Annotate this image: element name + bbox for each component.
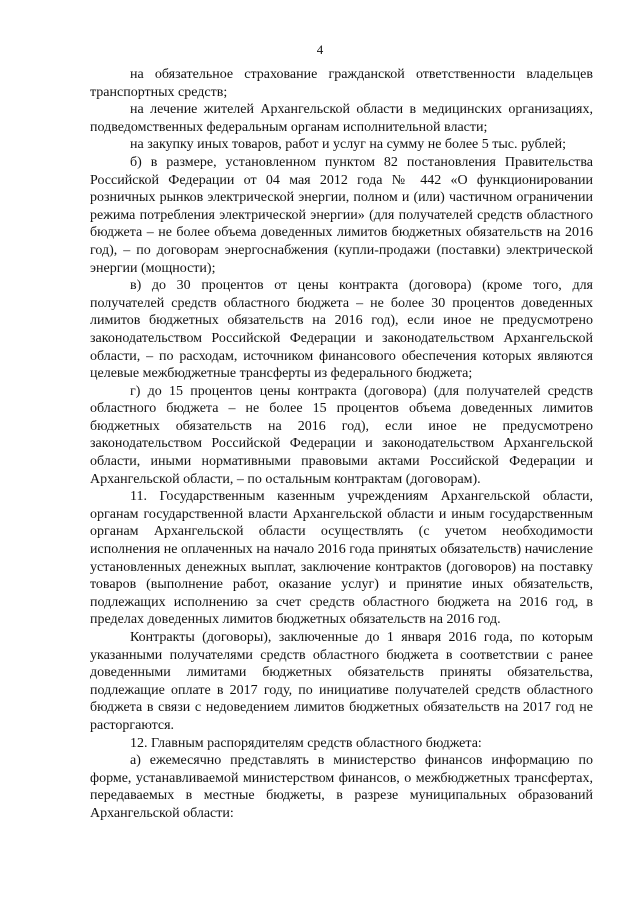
paragraph-section-11: 11. Государственным казенным учреждениям Архангельской области, органам государственной власти Архангельской области и иным государственным органам Архангельской области осуществлять (с учетом необходимости исполнения не оплаченных на начало 2016 года принятых обязательств) начисление установленных денежных выплат, заключение контрактов (договоров) на поставку товаров (выполнение работ, оказание услуг) и принятие иных обязательств, подлежащих исполнению за счет средств областного бюджета на 2016 год, в пределах доведенных лимитов бюджетных обязательств на 2016 год. xyxy=(90,489,593,628)
paragraph-section-12: 12. Главным распорядителям средств областного бюджета: xyxy=(130,735,482,751)
paragraph-other-purchases: на закупку иных товаров, работ и услуг на сумму не более 5 тыс. рублей; xyxy=(130,137,566,153)
paragraph-item-g: г) до 15 процентов цены контракта (договора) (для получателей средств областного бюджета – не более 15 процентов объема доведенных лимитов бюджетных обязательств на 2016 год), если иное не предусмотрено законодательством Российской Федерации и законодательством Архангельской области, иными нормативными правовыми актами Российской Федерации и Архангельской области, – по остальным контрактам (договорам). xyxy=(90,383,593,487)
document-body xyxy=(90,66,593,823)
page-number: 4 xyxy=(316,42,324,57)
paragraph-contracts: Контракты (договоры), заключенные до 1 января 2016 года, по которым указанными получателями средств областного бюджета в соответствии с ранее доведенными лимитами бюджетных обязательств приняты обязательства, подлежащие оплате в 2017 году, по инициативе получателей средств областного бюджета в связи с недоведением лимитов бюджетных обязательств на 2017 год не расторгаются. xyxy=(90,630,593,733)
paragraph-insurance: на обязательное страхование гражданской ответственности владельцев транспортных средств; xyxy=(90,67,593,100)
paragraph-item-b: б) в размере, установленном пунктом 82 постановления Правительства Российской Федерации от 04 мая 2012 года № 442 «О функционировании розничных рынков электрической энергии, полном и (или) частичном ограничении режима потребления электрической энергии» (для получателей средств областного бюджета – не более объема доведенных лимитов бюджетных обязательств на 2016 год), – по договорам энергоснабжения (купли-продажи (поставки) электрической энергии (мощности); xyxy=(90,154,593,276)
paragraph-item-v: в) до 30 процентов от цены контракта (договора) (кроме того, для получателей средств областного бюджета – не более 30 процентов доведенных лимитов бюджетных обязательств на 2016 год), если иное не предусмотрено законодательством Российской Федерации и законодательством Архангельской области, – по расходам, источником финансового обеспечения которых являются целевые межбюджетные трансферты из федерального бюджета; xyxy=(90,278,593,382)
paragraph-medical-treatment: на лечение жителей Архангельской области в медицинских организациях, подведомственных федеральным органам исполнительной власти; xyxy=(90,102,593,135)
paragraph-item-a: а) ежемесячно представлять в министерство финансов информацию по форме, устанавливаемой министерством финансов, о межбюджетных трансфертах, передаваемых в местные бюджеты, в разрезе муниципальных образований Архангельской области: xyxy=(90,753,593,821)
